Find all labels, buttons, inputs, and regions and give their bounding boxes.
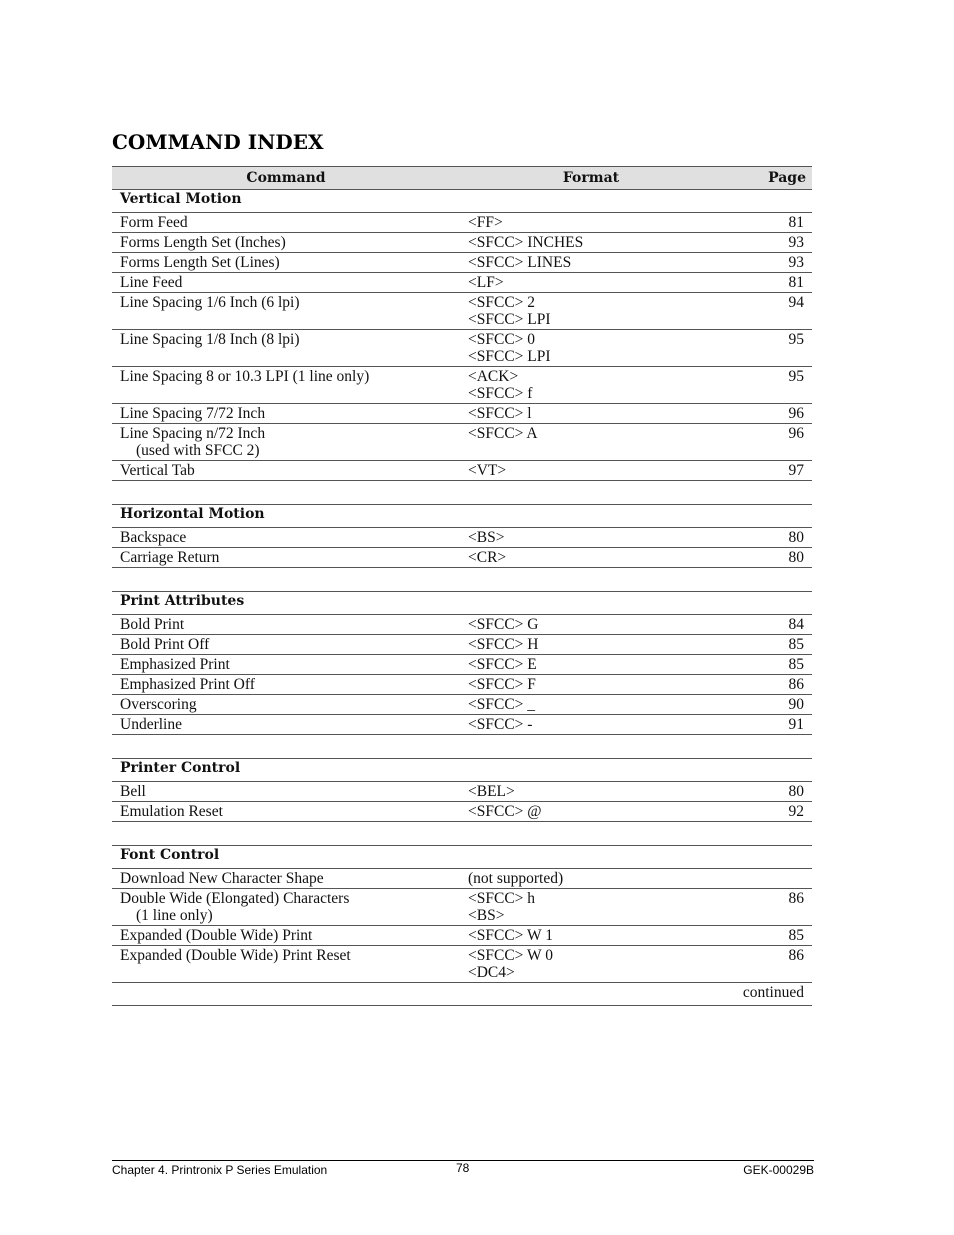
command-text: Emphasized Print Off (120, 676, 255, 693)
section-title: Printer Control (112, 759, 812, 782)
table-row (112, 330, 812, 367)
format-cell (460, 615, 722, 635)
section-header-row (112, 505, 812, 528)
section-spacer (112, 568, 812, 592)
table-row (112, 404, 812, 424)
command-cell (112, 655, 460, 675)
table-row (112, 869, 812, 889)
section-spacer (112, 481, 812, 505)
format-cell (460, 926, 722, 946)
page-cell: 90 (722, 695, 812, 715)
format-text: <SFCC> h (468, 890, 536, 907)
format-cell (460, 404, 722, 424)
format-cell (460, 548, 722, 568)
format-text: <SFCC> l (468, 405, 532, 422)
command-cell (112, 782, 460, 802)
format-cell (460, 946, 722, 983)
page-cell: 93 (722, 253, 812, 273)
table-row (112, 655, 812, 675)
command-cell (112, 946, 460, 983)
section-header-row (112, 846, 812, 869)
table-row (112, 695, 812, 715)
format-cell (460, 782, 722, 802)
command-text: Expanded (Double Wide) Print Reset (120, 947, 351, 964)
table-row (112, 675, 812, 695)
command-cell (112, 404, 460, 424)
page-cell: 85 (722, 926, 812, 946)
command-cell (112, 675, 460, 695)
command-cell (112, 889, 460, 926)
table-row (112, 615, 812, 635)
command-text: Expanded (Double Wide) Print (120, 927, 313, 944)
command-text: Line Spacing n/72 Inch (120, 425, 266, 442)
format-text: <SFCC> - (468, 716, 533, 733)
format-text: <SFCC> W 1 (468, 927, 553, 944)
command-text: Vertical Tab (120, 462, 195, 479)
format-cell (460, 233, 722, 253)
header-command: Command (112, 167, 460, 190)
section-title: Horizontal Motion (112, 505, 812, 528)
format-text: <SFCC> 2 (468, 294, 536, 311)
command-cell (112, 548, 460, 568)
command-text: Carriage Return (120, 549, 220, 566)
table-row (112, 946, 812, 983)
page-cell: 85 (722, 635, 812, 655)
format-cell (460, 253, 722, 273)
command-text: Line Spacing 8 or 10.3 LPI (1 line only) (120, 368, 370, 385)
command-text: Double Wide (Elongated) Characters (120, 890, 350, 907)
page-cell (722, 869, 812, 889)
format-cell (460, 889, 722, 926)
page-cell: 95 (722, 367, 812, 404)
format-text: <BS> (468, 907, 505, 924)
format-text: <SFCC> E (468, 656, 537, 673)
header-page: Page (722, 167, 812, 190)
table-row (112, 528, 812, 548)
page-cell: 97 (722, 461, 812, 481)
format-cell (460, 461, 722, 481)
command-text: (1 line only) (136, 907, 213, 924)
table-row (112, 548, 812, 568)
format-cell (460, 802, 722, 822)
format-text: <SFCC> LINES (468, 254, 572, 271)
format-text: <SFCC> f (468, 385, 533, 402)
format-text: <ACK> (468, 368, 519, 385)
section-header-row (112, 592, 812, 615)
format-text: <BEL> (468, 783, 515, 800)
command-text: Download New Character Shape (120, 870, 324, 887)
format-text: <VT> (468, 462, 507, 479)
command-text: Line Spacing 1/8 Inch (8 lpi) (120, 331, 300, 348)
footer-doc-id: GEK-00029B (743, 1163, 814, 1177)
format-cell (460, 293, 722, 330)
command-index-table (112, 166, 812, 1006)
format-text: <SFCC> 0 (468, 331, 536, 348)
page-cell: 96 (722, 424, 812, 461)
command-text: Bold Print (120, 616, 185, 633)
section-title: Print Attributes (112, 592, 812, 615)
command-text: Bell (120, 783, 146, 800)
section-spacer (112, 822, 812, 846)
table-body (112, 190, 812, 1006)
command-text: Bold Print Off (120, 636, 210, 653)
page-cell: 81 (722, 273, 812, 293)
command-cell (112, 869, 460, 889)
page-cell: 80 (722, 528, 812, 548)
command-cell (112, 802, 460, 822)
format-text: <SFCC> A (468, 425, 538, 442)
continued-row (112, 983, 812, 1006)
format-cell (460, 655, 722, 675)
table-row (112, 233, 812, 253)
spacer-cell (112, 481, 812, 505)
page-cell: 92 (722, 802, 812, 822)
section-header-row (112, 759, 812, 782)
format-cell (460, 273, 722, 293)
command-cell (112, 715, 460, 735)
page-cell: 81 (722, 213, 812, 233)
command-cell (112, 424, 460, 461)
command-text: Form Feed (120, 214, 188, 231)
section-title: Vertical Motion (112, 190, 812, 213)
spacer-cell (112, 822, 812, 846)
format-text: <SFCC> H (468, 636, 539, 653)
command-text: Overscoring (120, 696, 197, 713)
continued-note: continued (112, 983, 812, 1006)
command-cell (112, 213, 460, 233)
command-text: Line Feed (120, 274, 183, 291)
command-text: Forms Length Set (Inches) (120, 234, 286, 251)
table-row (112, 889, 812, 926)
footer-chapter: Chapter 4. Printronix P Series Emulation (112, 1163, 328, 1177)
page-cell: 93 (722, 233, 812, 253)
spacer-cell (112, 735, 812, 759)
command-cell (112, 926, 460, 946)
format-text: <SFCC> F (468, 676, 536, 693)
format-text: <SFCC> G (468, 616, 539, 633)
command-text: Emphasized Print (120, 656, 230, 673)
format-text: <SFCC> LPI (468, 348, 551, 365)
page-cell: 80 (722, 782, 812, 802)
page-cell: 85 (722, 655, 812, 675)
command-text: Line Spacing 1/6 Inch (6 lpi) (120, 294, 300, 311)
table-row (112, 635, 812, 655)
spacer-cell (112, 568, 812, 592)
command-cell (112, 293, 460, 330)
format-text: <SFCC> W 0 (468, 947, 553, 964)
format-text: <DC4> (468, 964, 515, 981)
format-text: <LF> (468, 274, 504, 291)
command-cell (112, 233, 460, 253)
command-cell (112, 253, 460, 273)
command-text: Emulation Reset (120, 803, 223, 820)
command-cell (112, 695, 460, 715)
command-cell (112, 635, 460, 655)
command-cell (112, 273, 460, 293)
table-row (112, 367, 812, 404)
section-title: Font Control (112, 846, 812, 869)
format-text: (not supported) (468, 870, 564, 887)
table-row (112, 213, 812, 233)
format-text: <FF> (468, 214, 503, 231)
page-cell: 80 (722, 548, 812, 568)
format-text: <SFCC> _ (468, 696, 536, 713)
format-cell (460, 695, 722, 715)
table-row (112, 802, 812, 822)
command-cell (112, 615, 460, 635)
command-text: Forms Length Set (Lines) (120, 254, 280, 271)
page-cell: 86 (722, 946, 812, 983)
table-row (112, 715, 812, 735)
format-cell (460, 715, 722, 735)
table-row (112, 782, 812, 802)
command-cell (112, 367, 460, 404)
table-row (112, 926, 812, 946)
page-title: COMMAND INDEX (112, 130, 324, 154)
format-text: <SFCC> LPI (468, 311, 551, 328)
format-cell (460, 635, 722, 655)
format-cell (460, 528, 722, 548)
format-cell (460, 213, 722, 233)
page-cell: 86 (722, 889, 812, 926)
page-cell: 94 (722, 293, 812, 330)
header-format: Format (460, 167, 722, 190)
table-row (112, 253, 812, 273)
command-text: Backspace (120, 529, 187, 546)
format-text: <SFCC> @ (468, 803, 542, 820)
page-cell: 86 (722, 675, 812, 695)
command-cell (112, 330, 460, 367)
table-row (112, 273, 812, 293)
command-cell (112, 461, 460, 481)
section-header-row (112, 190, 812, 213)
table-header-row (112, 167, 812, 190)
format-text: <SFCC> INCHES (468, 234, 584, 251)
command-text: Line Spacing 7/72 Inch (120, 405, 266, 422)
page-cell: 95 (722, 330, 812, 367)
format-cell (460, 367, 722, 404)
command-text: Underline (120, 716, 182, 733)
section-spacer (112, 735, 812, 759)
format-text: <BS> (468, 529, 505, 546)
format-cell (460, 869, 722, 889)
format-cell (460, 330, 722, 367)
command-text: (used with SFCC 2) (136, 442, 260, 459)
footer-page-number: 78 (456, 1161, 470, 1175)
table-row (112, 461, 812, 481)
command-cell (112, 528, 460, 548)
page-cell: 84 (722, 615, 812, 635)
table-row (112, 293, 812, 330)
table-row (112, 424, 812, 461)
format-text: <CR> (468, 549, 507, 566)
page-cell: 96 (722, 404, 812, 424)
format-cell (460, 675, 722, 695)
page-cell: 91 (722, 715, 812, 735)
format-cell (460, 424, 722, 461)
